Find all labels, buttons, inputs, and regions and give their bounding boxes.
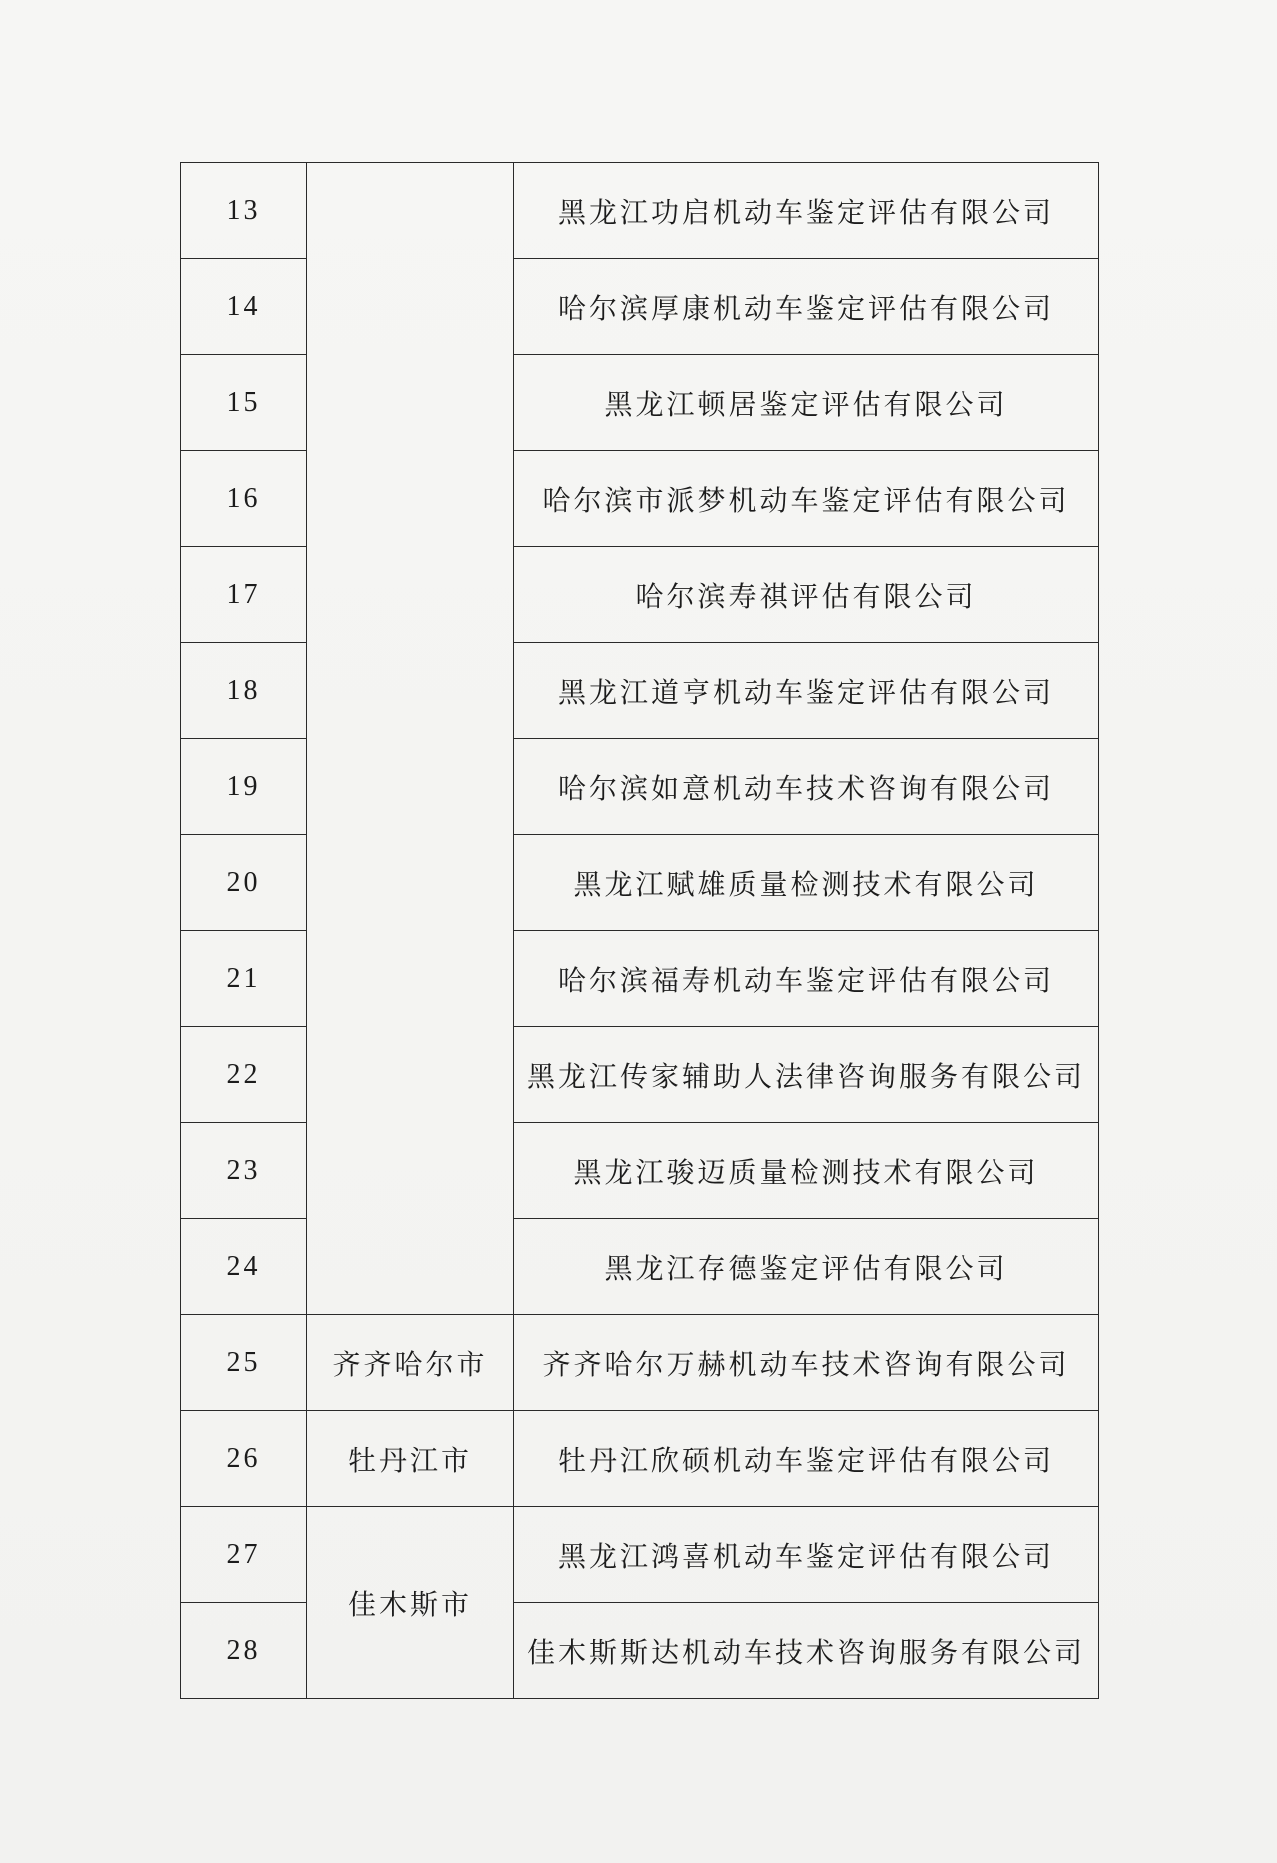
- company-name: 哈尔滨寿祺评估有限公司: [514, 547, 1099, 643]
- company-name: 黑龙江顿居鉴定评估有限公司: [514, 355, 1099, 451]
- row-number: 14: [181, 259, 307, 355]
- row-number: 23: [181, 1123, 307, 1219]
- row-number: 25: [181, 1315, 307, 1411]
- city-cell: [307, 163, 514, 1315]
- city-cell-mudanjiang: 牡丹江市: [307, 1411, 514, 1507]
- row-number: 20: [181, 835, 307, 931]
- row-number: 18: [181, 643, 307, 739]
- row-number: 28: [181, 1603, 307, 1699]
- row-number: 27: [181, 1507, 307, 1603]
- row-number: 17: [181, 547, 307, 643]
- row-number: 22: [181, 1027, 307, 1123]
- company-name: 哈尔滨如意机动车技术咨询有限公司: [514, 739, 1099, 835]
- company-name: 黑龙江鸿喜机动车鉴定评估有限公司: [514, 1507, 1099, 1603]
- row-number: 26: [181, 1411, 307, 1507]
- table-row: [181, 163, 1099, 259]
- row-number: 19: [181, 739, 307, 835]
- company-name: 哈尔滨福寿机动车鉴定评估有限公司: [514, 931, 1099, 1027]
- company-list-table: [180, 162, 1099, 1699]
- company-name: 黑龙江赋雄质量检测技术有限公司: [514, 835, 1099, 931]
- city-cell-jiamusi: 佳木斯市: [307, 1507, 514, 1699]
- row-number: 13: [181, 163, 307, 259]
- company-name: 哈尔滨厚康机动车鉴定评估有限公司: [514, 259, 1099, 355]
- row-number: 15: [181, 355, 307, 451]
- company-name: 黑龙江存德鉴定评估有限公司: [514, 1219, 1099, 1315]
- company-name: 黑龙江骏迈质量检测技术有限公司: [514, 1123, 1099, 1219]
- company-name: 黑龙江道亨机动车鉴定评估有限公司: [514, 643, 1099, 739]
- company-name: 佳木斯斯达机动车技术咨询服务有限公司: [514, 1603, 1099, 1699]
- row-number: 24: [181, 1219, 307, 1315]
- company-name: 黑龙江功启机动车鉴定评估有限公司: [514, 163, 1099, 259]
- company-name: 齐齐哈尔万赫机动车技术咨询有限公司: [514, 1315, 1099, 1411]
- row-number: 16: [181, 451, 307, 547]
- table-row: [181, 1315, 1099, 1411]
- row-number: 21: [181, 931, 307, 1027]
- company-name: 哈尔滨市派梦机动车鉴定评估有限公司: [514, 451, 1099, 547]
- company-name: 牡丹江欣硕机动车鉴定评估有限公司: [514, 1411, 1099, 1507]
- table-row: [181, 1411, 1099, 1507]
- city-cell-qiqihar: 齐齐哈尔市: [307, 1315, 514, 1411]
- company-name: 黑龙江传家辅助人法律咨询服务有限公司: [514, 1027, 1099, 1123]
- table-row: [181, 1507, 1099, 1603]
